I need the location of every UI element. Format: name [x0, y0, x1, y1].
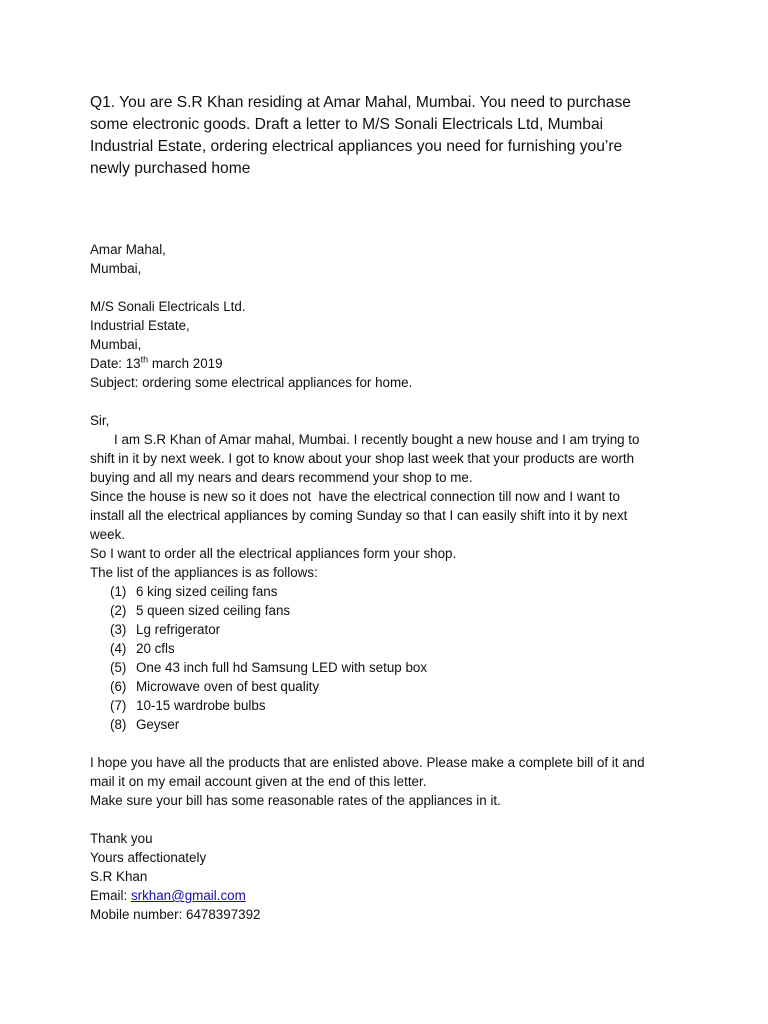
date-rest: march 2019: [148, 356, 223, 371]
list-item-text: 6 king sized ceiling fans: [136, 584, 278, 599]
body-line: week.: [90, 527, 125, 542]
list-item-number: (8): [110, 717, 127, 732]
list-item-text: 5 queen sized ceiling fans: [136, 603, 291, 618]
list-item: [90, 620, 680, 639]
question-line: Industrial Estate, ordering electrical appliances you need for furnishing you’re: [90, 138, 623, 155]
question-line: Q1. You are S.R Khan residing at Amar Mahal, Mumbai. You need to purchase: [90, 94, 631, 111]
list-item-number: (3): [110, 622, 127, 637]
closing-line: Make sure your bill has some reasonable rates of the appliances in it.: [90, 793, 501, 808]
letter-date: [90, 354, 680, 373]
spacer: [90, 278, 680, 297]
thanks-line: Thank you: [90, 831, 153, 846]
regards-line: Yours affectionately: [90, 850, 207, 865]
list-item: [90, 582, 680, 601]
list-item: [90, 696, 680, 715]
list-item-text: Geyser: [136, 717, 180, 732]
question-line: newly purchased home: [90, 160, 251, 177]
spacer: [90, 734, 680, 753]
sender-address: [90, 240, 680, 278]
email-label: Email:: [90, 888, 131, 903]
list-item: [90, 601, 680, 620]
list-item-number: (2): [110, 603, 127, 618]
list-item-text: 20 cfls: [136, 641, 175, 656]
list-item-number: (6): [110, 679, 127, 694]
letter-subject: Subject: ordering some electrical appliances for home.: [90, 375, 413, 390]
email-link[interactable]: srkhan@gmail.com: [130, 888, 246, 903]
spacer: [90, 392, 680, 411]
recipient-address-line: M/S Sonali Electricals Ltd.: [90, 299, 246, 314]
recipient-address-line: Mumbai,: [90, 337, 142, 352]
appliance-list: [90, 582, 680, 734]
list-item-number: (7): [110, 698, 127, 713]
question-line: some electronic goods. Draft a letter to M/S Sonali Electricals Ltd, Mumbai: [90, 116, 604, 133]
body-line: Since the house is new so it does not have the electrical connection till now and I want to: [90, 489, 620, 504]
list-item-number: (5): [110, 660, 127, 675]
body-line: buying and all my nears and dears recommend your shop to me.: [90, 470, 473, 485]
body-text: I am S.R Khan of Amar mahal, Mumbai. I recently bought a new house and I am trying to: [114, 432, 640, 447]
list-intro: The list of the appliances is as follows:: [90, 565, 318, 580]
list-item-text: One 43 inch full hd Samsung LED with setup box: [136, 660, 428, 675]
recipient-address-line: Industrial Estate,: [90, 318, 190, 333]
signature-name: S.R Khan: [90, 869, 148, 884]
list-item-text: Lg refrigerator: [136, 622, 221, 637]
list-item: [90, 658, 680, 677]
body-line: So I want to order all the electrical appliances form your shop.: [90, 546, 457, 561]
mobile-line: Mobile number: 6478397392: [90, 907, 261, 922]
email-line: [90, 886, 680, 905]
question-prompt: [90, 92, 690, 180]
list-item: [90, 677, 680, 696]
sender-address-line: Amar Mahal,: [90, 242, 166, 257]
recipient-address: [90, 297, 680, 354]
closing-line: I hope you have all the products that are enlisted above. Please make a complete bill of it and: [90, 755, 645, 770]
list-item-text: Microwave oven of best quality: [136, 679, 320, 694]
closing-line: mail it on my email account given at the end of this letter.: [90, 774, 427, 789]
list-item-number: (1): [110, 584, 127, 599]
body-line: install all the electrical appliances by coming Sunday so that I can easily shift into it by next: [90, 508, 628, 523]
date-prefix: Date: 13: [90, 356, 141, 371]
body-line: [90, 430, 680, 449]
list-item: [90, 715, 680, 734]
list-item: [90, 639, 680, 658]
letter-body: [90, 240, 680, 924]
date-ordinal: th: [140, 354, 149, 365]
sender-address-line: Mumbai,: [90, 261, 142, 276]
salutation: Sir,: [90, 413, 110, 428]
list-item-text: 10-15 wardrobe bulbs: [136, 698, 266, 713]
body-line: shift in it by next week. I got to know about your shop last week that your products are worth: [90, 451, 635, 466]
spacer: [90, 810, 680, 829]
list-item-number: (4): [110, 641, 127, 656]
